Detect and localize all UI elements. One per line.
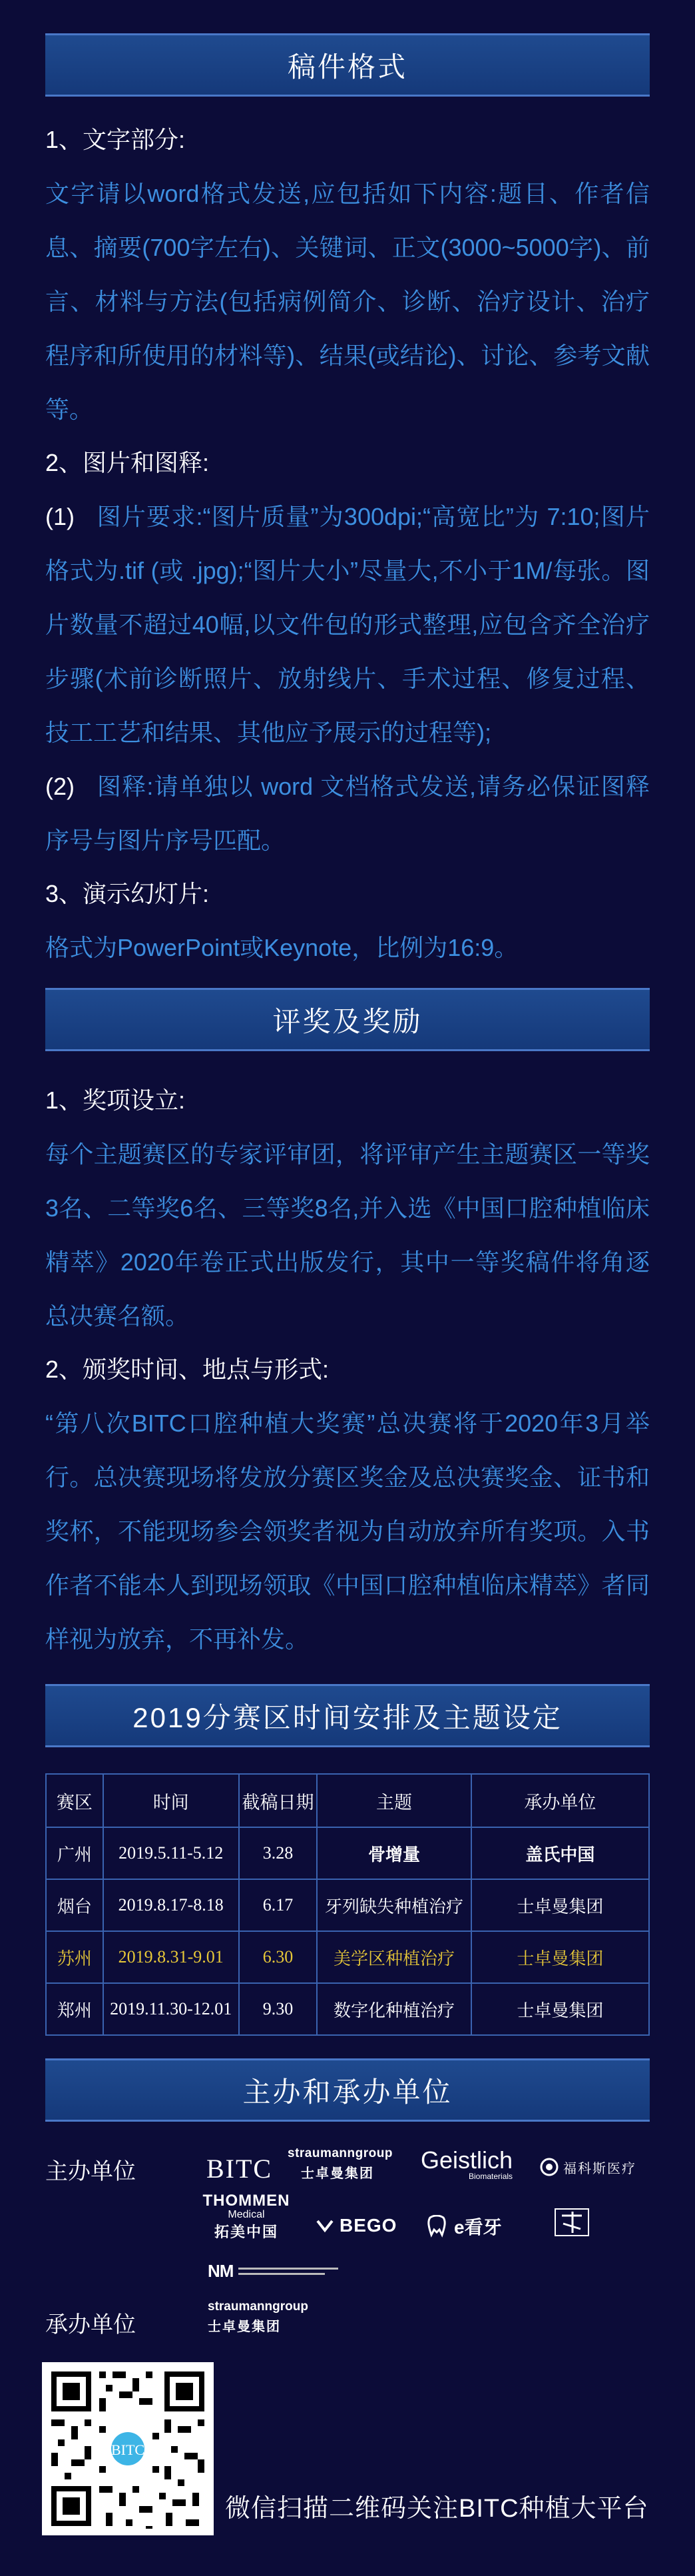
straumann-undertake-cn: 士卓曼集团 xyxy=(208,2320,281,2334)
slides-body: 格式为PowerPoint或Keynote，比例为16:9。 xyxy=(45,934,519,961)
thommen-logo-text: THOMMEN xyxy=(202,2192,290,2210)
cell-time: 2019.5.11-5.12 xyxy=(103,1827,239,1879)
cell-organizer: 士卓曼集团 xyxy=(471,1879,649,1931)
geistlich-logo xyxy=(421,2146,513,2181)
nm-logo-fineprint xyxy=(238,2266,338,2278)
fuke-logo-text: 福科斯医疗 xyxy=(563,2161,636,2176)
nm-logo xyxy=(208,2261,338,2282)
header-cell-organizer: 承办单位 xyxy=(471,1774,649,1827)
straumann-undertake-logo xyxy=(208,2300,314,2335)
section-title-awards xyxy=(45,988,650,1051)
cell-deadline: 9.30 xyxy=(239,1983,318,2035)
header-cell-region: 赛区 xyxy=(46,1774,103,1827)
header-cell-deadline: 截稿日期 xyxy=(239,1774,318,1827)
cell-time: 2019.8.31-9.01 xyxy=(103,1931,239,1983)
cell-organizer: 士卓曼集团 xyxy=(471,1983,649,2035)
image-requirement-2-number: (2) xyxy=(45,773,75,800)
cell-theme: 数字化种植治疗 xyxy=(317,1983,471,2035)
cell-deadline: 6.30 xyxy=(239,1931,318,1983)
fuke-logo xyxy=(539,2157,636,2177)
cell-organizer: 盖氏中国 xyxy=(471,1827,649,1879)
table-row xyxy=(46,1983,649,2035)
bego-logo xyxy=(316,2215,397,2236)
cell-time: 2019.8.17-8.18 xyxy=(103,1879,239,1931)
section-title-schedule xyxy=(45,1684,650,1747)
award-setup-body: 每个主题赛区的专家评审团，将评审产生主题赛区一等奖3名、二等奖6名、三等奖8名,并入选《中国口腔种植临床精萃》2020年卷正式出版发行，其中一等奖稿件将角逐总决赛名额。 xyxy=(45,1140,650,1330)
section-title-awards-text: 评奖及奖励 xyxy=(272,1005,423,1037)
thommen-logo xyxy=(193,2192,300,2242)
straumann-logo xyxy=(288,2146,393,2182)
thommen-logo-sub: Medical xyxy=(228,2209,265,2220)
svg-text:BITC: BITC xyxy=(111,2441,145,2458)
bego-emblem-icon xyxy=(316,2218,334,2233)
image-requirement-1-text: 图片要求:“图片质量”为300dpi;“高宽比”为 7:10;图片格式为.tif (或 .jpg);“图片大小”尽量大,不小于1M/每张。图片数量不超过40幅,以文件包的形式整理,应包含齐全治疗步骤(术前诊断照片、放射线片、手术过程、修复过程、技工工艺和结果、其他应予展示的过程等); xyxy=(45,503,650,746)
image-requirement-1 xyxy=(45,490,650,759)
schedule-table xyxy=(45,1773,650,2036)
image-part-heading: 2、图片和图释: xyxy=(45,449,210,476)
table-header-row xyxy=(46,1774,649,1827)
award-setup-heading: 1、奖项设立: xyxy=(45,1086,186,1114)
host-label: 主办单位 xyxy=(45,2159,136,2184)
ekanya-logo-text: e看牙 xyxy=(454,2217,502,2238)
cell-region: 广州 xyxy=(46,1827,103,1879)
cell-time: 2019.11.30-12.01 xyxy=(103,1983,239,2035)
calligraphy-logo-icon xyxy=(553,2206,592,2246)
award-ceremony-heading: 2、颁奖时间、地点与形式: xyxy=(45,1356,330,1383)
qr-caption: 微信扫描二维码关注BITC种植大平台 xyxy=(225,2495,649,2523)
section-title-format xyxy=(45,33,650,97)
fuke-emblem-icon xyxy=(539,2157,559,2177)
slides-heading: 3、演示幻灯片: xyxy=(45,880,210,907)
text-part-body: 文字请以word格式发送,应包括如下内容:题目、作者信息、摘要(700字左右)、关键词、正文(3000~5000字)、前言、材料与方法(包括病例简介、诊断、治疗设计、治疗程序和所使用的材料等)、结果(或结论)、讨论、参考文献等。 xyxy=(45,180,650,423)
cell-theme: 骨增量 xyxy=(317,1827,471,1879)
section-title-organizers xyxy=(45,2058,650,2122)
cell-region: 郑州 xyxy=(46,1983,103,2035)
cell-theme: 美学区种植治疗 xyxy=(317,1931,471,1983)
format-section xyxy=(45,113,650,975)
nm-logo-text: NM xyxy=(208,2261,234,2281)
image-requirement-1-number: (1) xyxy=(45,503,75,530)
qr-code[interactable] xyxy=(42,2362,214,2535)
bego-logo-text: BEGO xyxy=(340,2215,397,2236)
cell-theme: 牙列缺失种植治疗 xyxy=(317,1879,471,1931)
awards-section xyxy=(45,1074,650,1666)
image-requirement-2-text: 图释:请单独以 word 文档格式发送,请务必保证图释序号与图片序号匹配。 xyxy=(45,773,650,854)
section-title-schedule-text: 2019分赛区时间安排及主题设定 xyxy=(132,1701,563,1733)
cell-deadline: 6.17 xyxy=(239,1879,318,1931)
table-row xyxy=(46,1827,649,1879)
geistlich-logo-sub: Biomaterials xyxy=(469,2172,513,2181)
tooth-icon xyxy=(426,2215,447,2238)
cell-deadline: 3.28 xyxy=(239,1827,318,1879)
section-title-organizers-text: 主办和承办单位 xyxy=(242,2076,453,2108)
table-row-highlighted xyxy=(46,1931,649,1983)
undertake-label: 承办单位 xyxy=(45,2312,136,2338)
ekanya-logo xyxy=(426,2213,502,2240)
cell-region: 烟台 xyxy=(46,1879,103,1931)
bitc-logo: BITC xyxy=(206,2154,273,2184)
straumann-logo-cn: 士卓曼集团 xyxy=(301,2166,374,2181)
cell-region: 苏州 xyxy=(46,1931,103,1983)
geistlich-logo-text: Geistlich xyxy=(421,2146,513,2174)
image-requirement-2 xyxy=(45,759,650,867)
text-part-heading: 1、文字部分: xyxy=(45,126,186,153)
section-title-format-text: 稿件格式 xyxy=(287,51,407,83)
header-cell-theme: 主题 xyxy=(317,1774,471,1827)
qr-code-icon xyxy=(42,2362,214,2535)
table-row xyxy=(46,1879,649,1931)
award-ceremony-body: “第八次BITC口腔种植大奖赛”总决赛将于2020年3月举行。总决赛现场将发放分赛区奖金及总决赛奖金、证书和奖杯，不能现场参会领奖者视为自动放弃所有奖项。入书作者不能本人到现场领取《中国口腔种植临床精萃》者同样视为放弃，不再补发。 xyxy=(45,1410,650,1653)
cell-organizer: 士卓曼集团 xyxy=(471,1931,649,1983)
straumann-logo-text: straumanngroup xyxy=(288,2146,393,2160)
thommen-logo-cn: 拓美中国 xyxy=(214,2224,278,2240)
header-cell-time: 时间 xyxy=(103,1774,239,1827)
straumann-undertake-text: straumanngroup xyxy=(208,2300,308,2314)
